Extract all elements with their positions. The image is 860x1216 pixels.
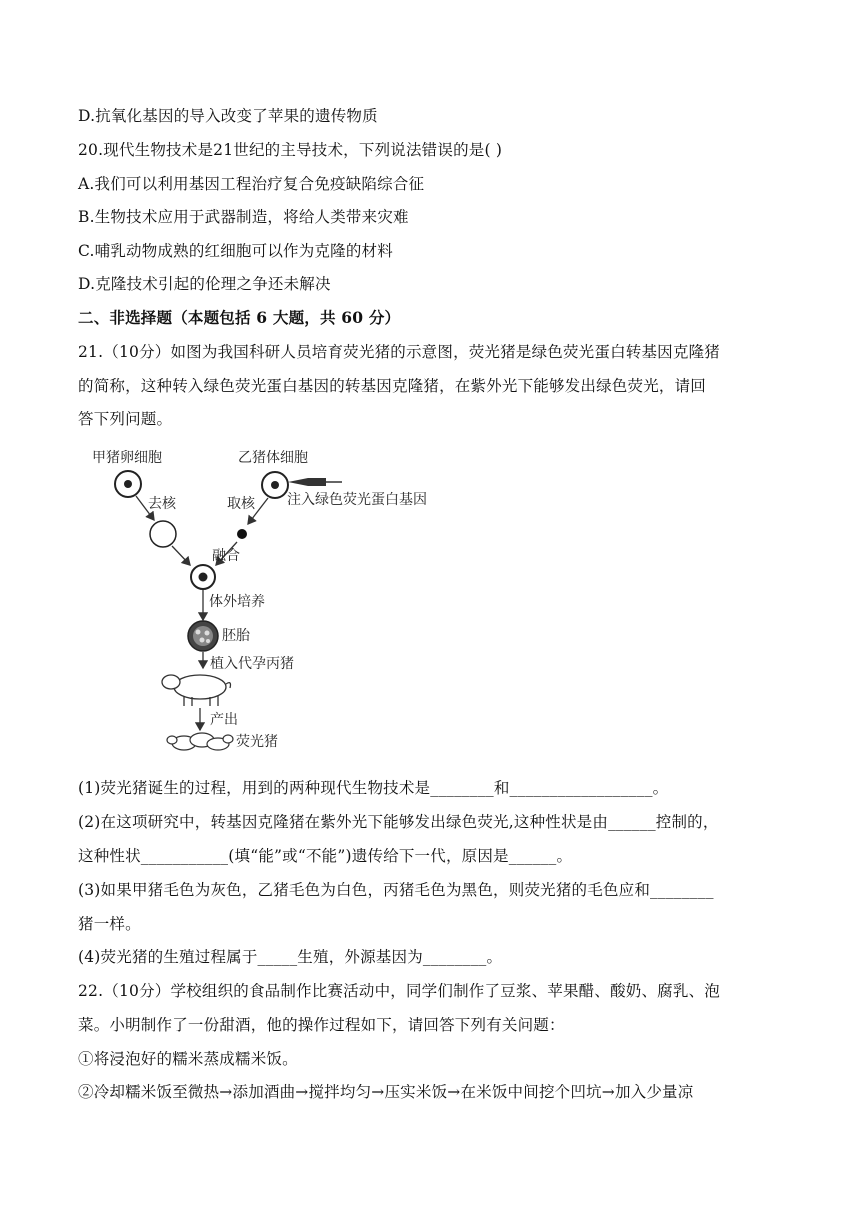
label-fluorescent-pig: 荧光猪 (236, 734, 278, 750)
needle-icon (288, 478, 342, 486)
q22-step-1: ①将浸泡好的糯米蒸成糯米饭。 (78, 1050, 298, 1068)
label-take-nucleus: 取核 (227, 496, 255, 512)
q21-part-2-line-1: (2)在这项研究中，转基因克隆猪在紫外光下能够发出绿色荧光,这种性状是由______控制的， (78, 813, 719, 831)
arrow-icon (172, 546, 190, 565)
q21-part-4: (4)荧光猪的生殖过程属于_____生殖，外源基因为________。 (78, 948, 503, 966)
q21-part-3-line-2: 猪一样。 (78, 915, 141, 933)
question-21-stem-line-2: 的简称，这种转入绿色荧光蛋白基因的转基因克隆猪，在紫外光下能够发出绿色荧光，请回 (78, 377, 707, 395)
option-d-q19: D.抗氧化基因的导入改变了苹果的遗传物质 (78, 107, 378, 125)
option-b-q20: B.生物技术应用于武器制造，将给人类带来灾难 (78, 208, 409, 226)
question-22-stem-line-1: 22.（10分）学校组织的食品制作比赛活动中，同学们制作了豆浆、苹果醋、酸奶、腐乳、泡 (78, 982, 720, 1000)
q21-part-2-line-2: 这种性状___________(填“能”或“不能”)遗传给下一代，原因是______。 (78, 847, 573, 865)
question-22-stem-line-2: 菜。小明制作了一份甜酒，他的操作过程如下，请回答下列有关问题： (78, 1016, 565, 1034)
enucleated-egg-icon (150, 521, 176, 547)
embryo-icon (188, 621, 218, 651)
label-birth: 产出 (210, 712, 238, 728)
label-pig-a-egg: 甲猪卵细胞 (92, 450, 162, 466)
body-cell-icon (262, 472, 288, 498)
label-pig-b-cell: 乙猪体细胞 (238, 450, 308, 466)
label-embryo: 胚胎 (222, 628, 250, 644)
q22-step-2: ②冷却糯米饭至微热→添加酒曲→搅拌均匀→压实米饭→在米饭中间挖个凹坑→加入少量凉 (78, 1083, 694, 1101)
nucleus-icon (237, 529, 247, 539)
label-remove-nucleus: 去核 (148, 496, 176, 512)
q21-part-3-line-1: (3)如果甲猪毛色为灰色，乙猪毛色为白色，丙猪毛色为黑色，则荧光猪的毛色应和________ (78, 881, 714, 899)
label-inject-gene: 注入绿色荧光蛋白基因 (287, 492, 427, 508)
option-a-q20: A.我们可以利用基因工程治疗复合免疫缺陷综合征 (78, 175, 425, 193)
option-c-q20: C.哺乳动物成熟的红细胞可以作为克隆的材料 (78, 242, 393, 260)
egg-cell-icon (115, 471, 141, 497)
question-21-stem-line-3: 答下列问题。 (78, 410, 173, 428)
label-implant: 植入代孕丙猪 (210, 656, 294, 672)
section-heading: 二、非选择题（本题包括 6 大题，共 60 分） (78, 308, 401, 327)
fused-cell-icon (191, 565, 215, 589)
label-culture: 体外培养 (209, 594, 265, 610)
pig-icon (162, 675, 231, 706)
question-21-stem-line-1: 21.（10分）如图为我国科研人员培育荧光猪的示意图，荧光猪是绿色荧光蛋白转基因克隆猪 (78, 343, 720, 361)
option-d-q20: D.克隆技术引起的伦理之争还未解决 (78, 275, 331, 293)
label-fusion: 融合 (212, 548, 240, 564)
q21-part-1: (1)荧光猪诞生的过程，用到的两种现代生物技术是________和__________________。 (78, 779, 669, 797)
piglets-icon (167, 733, 233, 750)
fluorescent-pig-diagram (80, 440, 470, 760)
question-20-stem: 20.现代生物技术是21世纪的主导技术，下列说法错误的是( ) (78, 141, 503, 159)
